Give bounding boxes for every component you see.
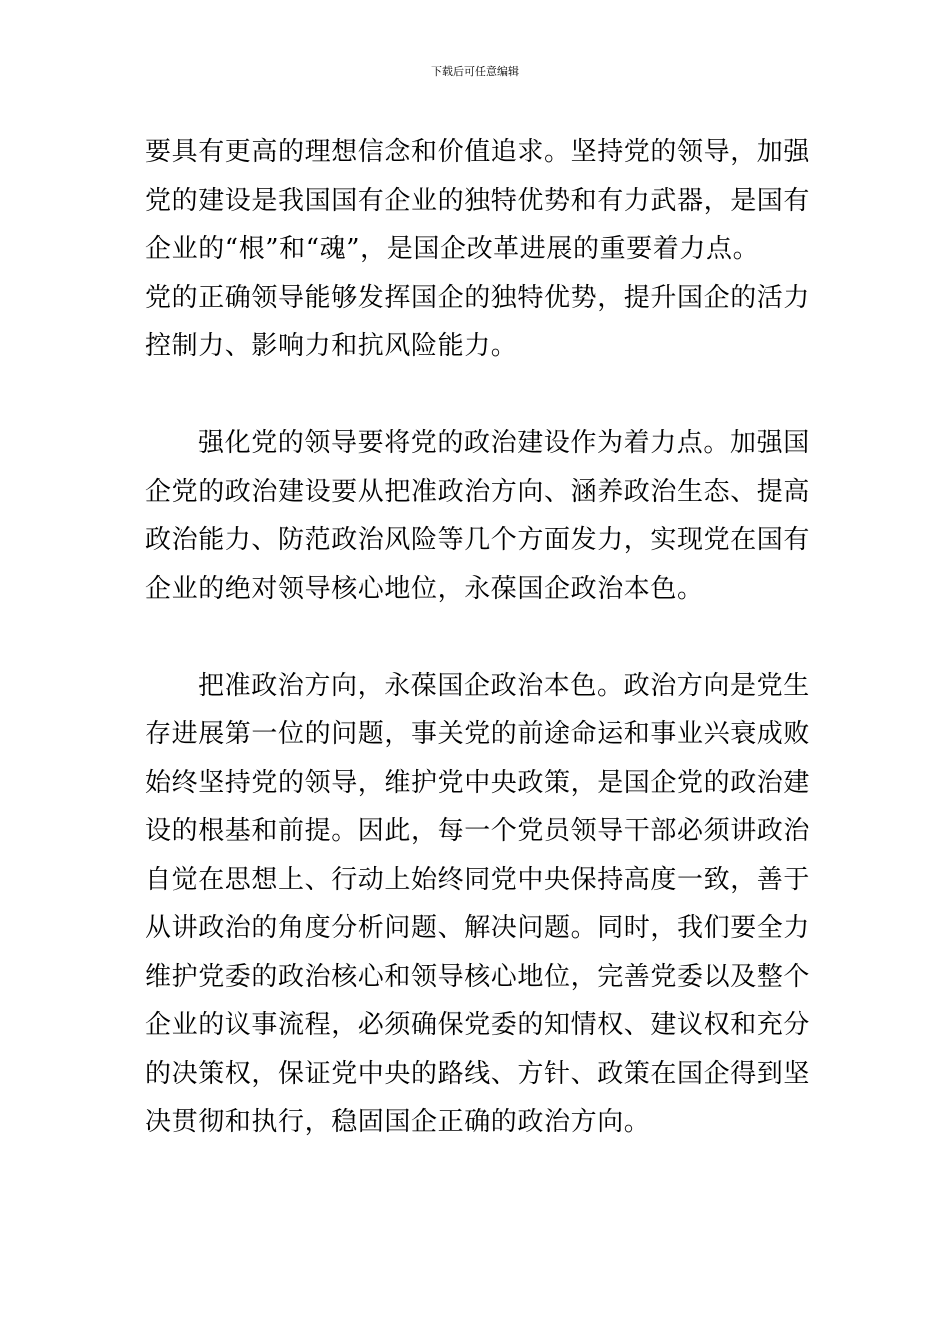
paragraph-line: 从讲政治的角度分析问题、解决问题。同时，我们要全力 bbox=[145, 913, 811, 943]
paragraph-line: 党的正确领导能够发挥国企的独特优势，提升国企的活力 bbox=[145, 282, 811, 313]
paragraph-gap bbox=[145, 613, 810, 662]
paragraph-line: 控制力、影响力和抗风险能力。 bbox=[145, 331, 518, 361]
paragraph-line: 企业的绝对领导核心地位，永葆国企政治本色。 bbox=[145, 573, 704, 604]
paragraph-line: 决贯彻和执行，稳固国企正确的政治方向。 bbox=[145, 1107, 651, 1137]
paragraph-line: 设的根基和前提。因此，每一个党员领导干部必须讲政治 bbox=[145, 816, 811, 846]
paragraph-line: 强化党的领导要将党的政治建设作为着力点。加强国 bbox=[198, 428, 810, 458]
document-body bbox=[145, 128, 810, 1147]
paragraph-line: 始终坚持党的领导，维护党中央政策，是国企党的政治建 bbox=[145, 767, 811, 798]
paragraph-line: 把准政治方向，永葆国企政治本色。政治方向是党生 bbox=[198, 670, 810, 701]
paragraph-line: 企业的“根”和“魂”，是国企改革进展的重要着力点。 bbox=[145, 234, 760, 264]
paragraph-line: 存进展第一位的问题，事关党的前途命运和事业兴衰成败 bbox=[145, 719, 811, 749]
paragraph-1 bbox=[145, 128, 810, 371]
paragraph-line: 政治能力、防范政治风险等几个方面发力，实现党在国有 bbox=[145, 525, 811, 555]
page-header: 下载后可任意编辑 bbox=[431, 65, 519, 78]
paragraph-line: 自觉在思想上、行动上始终同党中央保持高度一致，善于 bbox=[145, 864, 811, 895]
paragraph-line: 要具有更高的理想信念和价值追求。坚持党的领导，加强 bbox=[145, 137, 811, 167]
paragraph-line: 党的建设是我国国有企业的独特优势和有力武器，是国有 bbox=[145, 185, 811, 216]
paragraph-3 bbox=[145, 662, 810, 1147]
paragraph-line: 维护党委的政治核心和领导核心地位，完善党委以及整个 bbox=[145, 961, 811, 992]
paragraph-2 bbox=[145, 419, 810, 613]
paragraph-gap bbox=[145, 371, 810, 420]
paragraph-line: 企党的政治建设要从把准政治方向、涵养政治生态、提高 bbox=[145, 476, 811, 507]
paragraph-line: 的决策权，保证党中央的路线、方针、政策在国企得到坚 bbox=[145, 1058, 811, 1089]
paragraph-line: 企业的议事流程，必须确保党委的知情权、建议权和充分 bbox=[145, 1010, 811, 1040]
